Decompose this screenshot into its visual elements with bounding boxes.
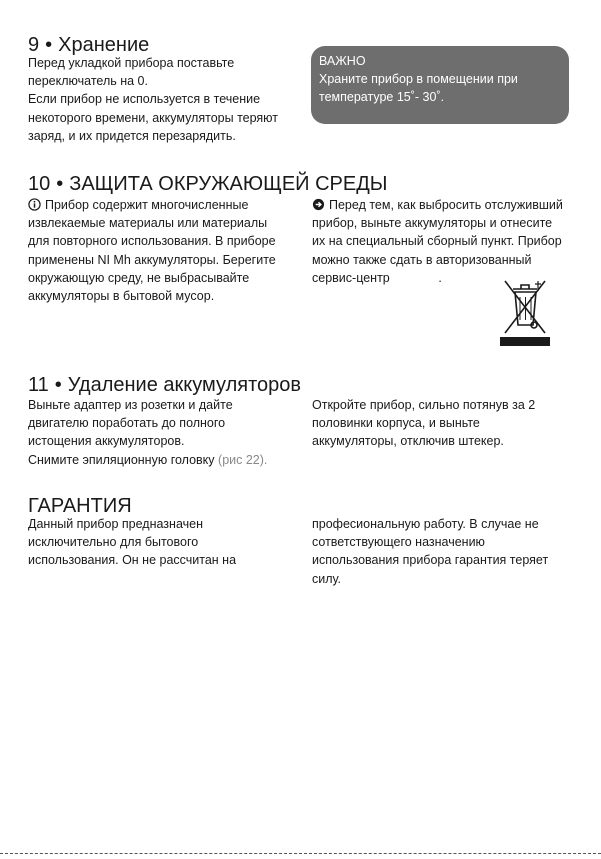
paragraph-line: Выньте адаптер из розетки и дайте [28,398,233,412]
paragraph-line: Если прибор не используется в течение [28,92,261,107]
figure-reference: (рис 22). [218,452,268,467]
warranty-heading: ГАРАНТИЯ [28,495,132,517]
page-edge-divider [0,853,601,854]
paragraph-line: професиональную работу. В случае не [312,517,539,531]
warranty-right-text [312,515,548,588]
paragraph-line: переключатель на 0. [28,74,148,89]
paragraph-line: истощения аккумуляторов. [28,434,185,449]
important-line: температуре 15˚- 30˚. [319,90,445,105]
paragraph-line: аккумуляторы в бытовой мусор. [28,289,215,304]
paragraph-line: прибор, выньте аккумуляторы и отнесите [312,216,553,231]
paragraph-line: сответствующего назначению [312,535,485,550]
paragraph-line: использования прибора гарантия теряет [312,553,549,568]
section-10-title: ЗАЩИТА ОКРУЖАЮЩЕЙ СРЕДЫ [69,173,388,195]
important-label: ВАЖНО [319,54,366,68]
paragraph-line: заряд, и их придется перезарядить. [28,128,236,143]
section-11-title: Удаление аккумуляторов [67,374,301,396]
paragraph-line: половинки корпуса, и выньте [312,416,480,431]
arrow-right-icon [312,198,325,211]
paragraph-line: применены NI Mh аккумуляторы. Берегите [28,252,276,267]
paragraph-line: сервис-центр . [312,270,442,285]
section-10-left-text [28,196,276,305]
paragraph-line: исключительно для бытового [28,535,199,550]
paragraph-line: двигателю поработать до полного [28,416,226,431]
section-10-heading: 10 • ЗАЩИТА ОКРУЖАЮЩЕЙ СРЕДЫ [28,173,388,195]
section-9-heading: 9 • Хранение [28,34,150,56]
important-notice-box [311,46,569,124]
section-11-heading: 11 • Удаление аккумуляторов [28,374,301,396]
paragraph-line: аккумуляторы, отключив штекер. [312,434,504,449]
paragraph-line: некоторого времени, аккумуляторы теряют [28,110,279,125]
section-11-left-text [28,396,267,469]
section-9-text [28,54,278,145]
important-line: Храните прибор в помещении при [319,72,518,87]
paragraph-line: Снимите эпиляционную головку [28,452,215,467]
paragraph-line: Прибор содержит многочисленные [45,198,249,212]
paragraph-line: Перед укладкой прибора поставьте [28,56,235,70]
paragraph-line: Откройте прибор, сильно потянув за 2 [312,398,536,412]
section-10-number: 10 [28,173,51,195]
paragraph-line: можно также сдать в авторизованный [312,252,532,267]
section-9-number: 9 [28,34,40,56]
paragraph-line: их на специальный сборный пункт. Прибор [312,234,562,249]
paragraph-line: для повторного использования. В приборе [28,234,276,249]
section-11-right-text [312,396,535,451]
info-circle-icon [28,198,41,211]
section-9-title: Хранение [58,34,150,56]
section-11-number: 11 [28,374,49,396]
crossed-wheelie-bin-icon [499,275,551,347]
paragraph-line: Перед тем, как выбросить отслуживший [329,198,563,212]
paragraph-line: силу. [312,571,341,586]
warranty-left-text [28,515,236,570]
paragraph-line: использования. Он не рассчитан на [28,553,237,568]
paragraph-line: окружающую среду, не выбрасывайте [28,270,250,285]
paragraph-line: Данный прибор предназначен [28,517,203,531]
section-10-right-text [312,196,563,287]
paragraph-line: извлекаемые материалы или материалы [28,216,268,231]
